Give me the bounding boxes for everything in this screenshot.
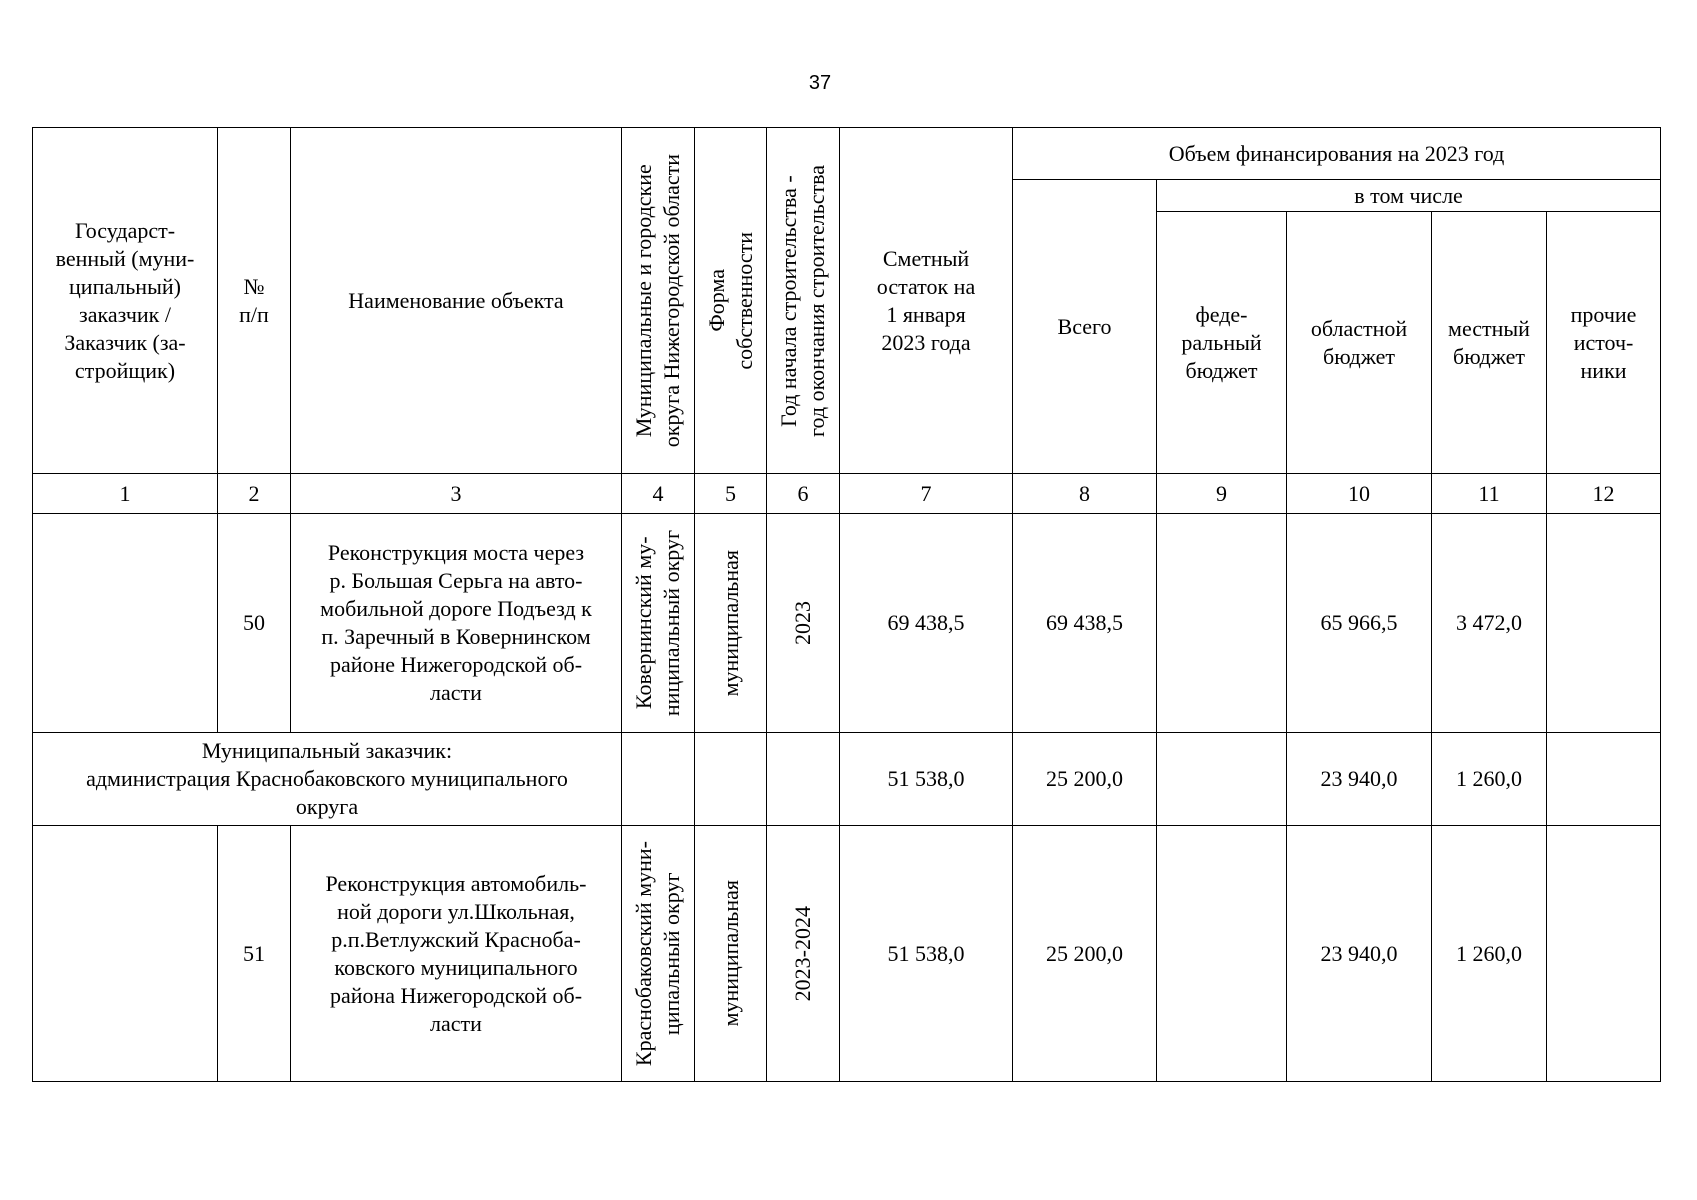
subtotal-federal <box>1157 733 1287 826</box>
column-number: 1 <box>33 474 218 514</box>
header-ownership-form-text: Форма собственности <box>703 231 757 370</box>
header-regional-budget: областной бюджет <box>1287 212 1432 474</box>
subtotal-district <box>622 733 695 826</box>
header-number: № п/п <box>218 128 291 474</box>
column-number: 5 <box>695 474 767 514</box>
header-estimated-balance: Сметный остаток на 1 января 2023 года <box>840 128 1013 474</box>
row-50-regional: 65 966,5 <box>1287 514 1432 733</box>
column-number: 9 <box>1157 474 1287 514</box>
row-50-district-text: Ковернинский му- ниципальный округ <box>631 529 684 717</box>
row-51-local: 1 260,0 <box>1432 826 1547 1082</box>
header-ownership-form <box>695 128 767 474</box>
header-other-sources: прочие источ- ники <box>1547 212 1661 474</box>
row-51-years <box>767 826 840 1082</box>
row-50-customer <box>33 514 218 733</box>
column-number: 11 <box>1432 474 1547 514</box>
row-50-years <box>767 514 840 733</box>
row-51-total: 25 200,0 <box>1013 826 1157 1082</box>
row-50-local: 3 472,0 <box>1432 514 1547 733</box>
header-construction-years-text: Год начала строительства - год окончания строительства <box>776 164 829 437</box>
row-50-district <box>622 514 695 733</box>
row-51-district-text: Краснобаковский муни- ципальный округ <box>631 840 684 1067</box>
subtotal-estimated-balance: 51 538,0 <box>840 733 1013 826</box>
table-row-50 <box>33 514 1661 733</box>
row-50-total: 69 438,5 <box>1013 514 1157 733</box>
row-50-other <box>1547 514 1661 733</box>
financing-table <box>32 127 1661 1082</box>
row-51-customer <box>33 826 218 1082</box>
row-51-district <box>622 826 695 1082</box>
subtotal-ownership <box>695 733 767 826</box>
row-50-number: 50 <box>218 514 291 733</box>
header-row-1 <box>33 128 1661 180</box>
header-federal-budget: феде- ральный бюджет <box>1157 212 1287 474</box>
header-including: в том числе <box>1157 180 1661 212</box>
header-construction-years <box>767 128 840 474</box>
column-number: 7 <box>840 474 1013 514</box>
row-50-ownership-text: муниципальная <box>717 549 743 697</box>
column-number: 10 <box>1287 474 1432 514</box>
header-object-name: Наименование объекта <box>291 128 622 474</box>
row-51-regional: 23 940,0 <box>1287 826 1432 1082</box>
row-51-number: 51 <box>218 826 291 1082</box>
subtotal-regional: 23 940,0 <box>1287 733 1432 826</box>
row-50-years-text: 2023 <box>790 601 815 645</box>
header-total: Всего <box>1013 180 1157 474</box>
row-51-estimated-balance: 51 538,0 <box>840 826 1013 1082</box>
subtotal-row <box>33 733 1661 826</box>
header-local-budget: местный бюджет <box>1432 212 1547 474</box>
column-numbers-row <box>33 474 1661 514</box>
row-51-ownership <box>695 826 767 1082</box>
column-number: 3 <box>291 474 622 514</box>
column-number: 4 <box>622 474 695 514</box>
row-50-ownership <box>695 514 767 733</box>
row-50-object-name: Реконструкция моста через р. Большая Серьга на авто- мобильной дороге Подъезд к п. Заречный в Ковернинском районе Нижегородской об- ласти <box>291 514 622 733</box>
header-municipal-districts-text: Муниципальные и городские округа Нижегородской области <box>631 153 684 448</box>
subtotal-other <box>1547 733 1661 826</box>
row-51-federal <box>1157 826 1287 1082</box>
page-number: 37 <box>808 72 832 94</box>
row-51-object-name: Реконструкция автомобиль- ной дороги ул.Школьная, р.п.Ветлужский Красноба- ковского муниципального района Нижегородской об- ласти <box>291 826 622 1082</box>
row-50-federal <box>1157 514 1287 733</box>
subtotal-total: 25 200,0 <box>1013 733 1157 826</box>
row-50-estimated-balance: 69 438,5 <box>840 514 1013 733</box>
row-51-ownership-text: муниципальная <box>717 880 743 1027</box>
subtotal-customer-label: Муниципальный заказчик: администрация Краснобаковского муниципального округа <box>33 733 622 826</box>
header-customer: Государст- венный (муни- ципальный) заказчик / Заказчик (за- стройщик) <box>33 128 218 474</box>
column-number: 12 <box>1547 474 1661 514</box>
subtotal-years <box>767 733 840 826</box>
row-51-other <box>1547 826 1661 1082</box>
header-municipal-districts <box>622 128 695 474</box>
column-number: 8 <box>1013 474 1157 514</box>
header-financing-volume: Объем финансирования на 2023 год <box>1013 128 1661 180</box>
column-number: 2 <box>218 474 291 514</box>
column-number: 6 <box>767 474 840 514</box>
table-row-51 <box>33 826 1661 1082</box>
row-51-years-text: 2023-2024 <box>790 905 815 1002</box>
subtotal-local: 1 260,0 <box>1432 733 1547 826</box>
